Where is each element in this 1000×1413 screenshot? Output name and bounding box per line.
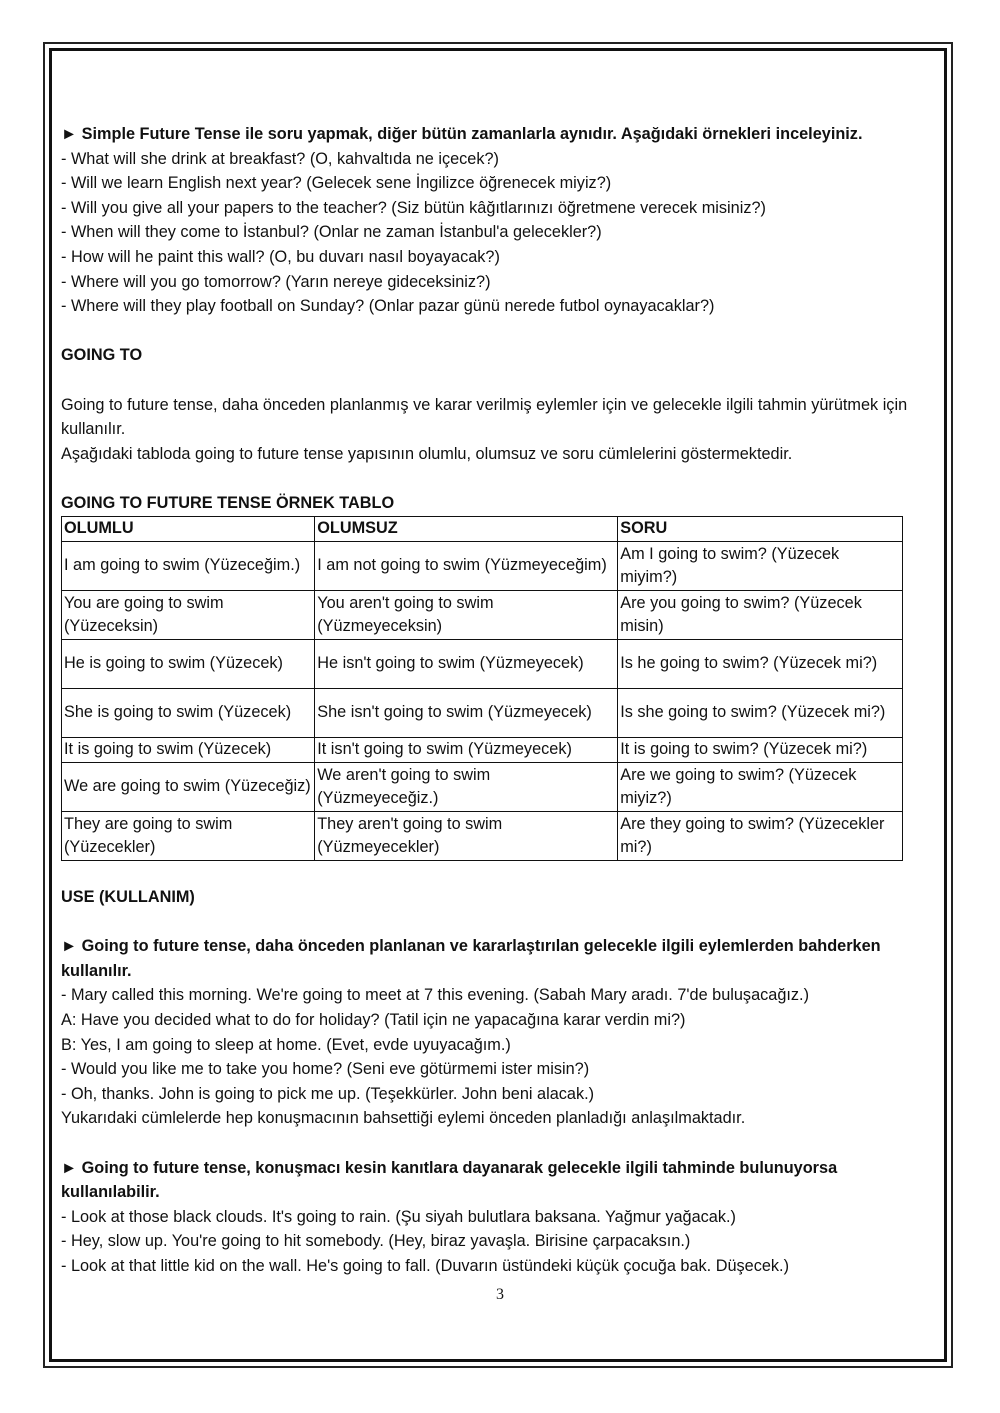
question-example: - Will we learn English next year? (Gelecek sene İngilizce öğrenecek miyiz?) — [61, 174, 612, 193]
table-cell: Are you going to swim? (Yüzecek misin) — [618, 590, 903, 639]
table-cell: I am not going to swim (Yüzmeyeceğim) — [315, 541, 618, 590]
going-to-table — [61, 516, 903, 861]
use-example: A: Have you decided what to do for holiday? (Tatil için ne yapacağına karar verdin mi?) — [61, 1011, 686, 1030]
going-to-paragraph: Aşağıdaki tabloda going to future tense yapısının olumlu, olumsuz ve soru cümlelerini göstermektedir. — [61, 444, 793, 463]
table-cell: They aren't going to swim (Yüzmeyecekler) — [315, 811, 618, 860]
table-cell: He is going to swim (Yüzecek) — [62, 639, 315, 688]
use-example: - Oh, thanks. John is going to pick me up. (Teşekkürler. John beni alacak.) — [61, 1084, 595, 1103]
table-cell: I am going to swim (Yüzeceğim.) — [62, 541, 315, 590]
use-example: - Look at that little kid on the wall. He's going to fall. (Duvarın üstündeki küçük çocuğa bak. Düşecek.) — [61, 1257, 789, 1275]
question-example: - Where will they play football on Sunday? (Onlar pazar günü nerede futbol oynayacaklar?) — [61, 297, 715, 316]
question-example: - When will they come to İstanbul? (Onlar ne zaman İstanbul'a gelecekler?) — [61, 223, 602, 242]
use-example: - Mary called this morning. We're going to meet at 7 this evening. (Sabah Mary aradı. 7'de buluşacağız.) — [61, 986, 809, 1005]
table-cell: We are going to swim (Yüzeceğiz) — [62, 762, 315, 811]
table-row — [62, 639, 903, 688]
table-header-cell: OLUMLU — [62, 516, 315, 541]
table-cell: You aren't going to swim (Yüzmeyeceksin) — [315, 590, 618, 639]
use-rule: ► Going to future tense, daha önceden planlanan ve kararlaştırılan gelecekle ilgili eylemlerden bahderken kullanılır. — [61, 937, 881, 980]
table-cell: She isn't going to swim (Yüzmeyecek) — [315, 688, 618, 737]
going-to-paragraph: Going to future tense, daha önceden planlanmış ve karar verilmiş eylemler için ve gelecekle ilgili tahmin yürütmek için kullanılır. — [61, 395, 908, 439]
table-cell: Are they going to swim? (Yüzecekler mi?) — [618, 811, 903, 860]
table-cell: He isn't going to swim (Yüzmeyecek) — [315, 639, 618, 688]
table-cell: She is going to swim (Yüzecek) — [62, 688, 315, 737]
table-cell: Am I going to swim? (Yüzecek miyim?) — [618, 541, 903, 590]
table-row — [62, 762, 903, 811]
table-header-cell: OLUMSUZ — [315, 516, 618, 541]
use-example: - Hey, slow up. You're going to hit somebody. (Hey, biraz yavaşla. Birisine çarpacaksın.) — [61, 1232, 691, 1251]
question-heading: ► Simple Future Tense ile soru yapmak, diğer bütün zamanlarla aynıdır. Aşağıdaki örnekleri inceleyiniz. — [61, 125, 863, 143]
table-cell: They are going to swim (Yüzecekler) — [62, 811, 315, 860]
worksheet-content — [61, 122, 921, 1279]
table-cell: It isn't going to swim (Yüzmeyecek) — [315, 737, 618, 762]
question-example: - Where will you go tomorrow? (Yarın nereye gideceksiniz?) — [61, 272, 491, 291]
use-heading: USE (KULLANIM) — [61, 888, 195, 907]
table-header-row — [62, 516, 903, 541]
table-row — [62, 811, 903, 860]
table-cell: It is going to swim? (Yüzecek mi?) — [618, 737, 903, 762]
table-title: GOING TO FUTURE TENSE ÖRNEK TABLO — [61, 493, 395, 512]
question-example: - Will you give all your papers to the teacher? (Siz bütün kâğıtlarınızı öğretmene verecek misiniz?) — [61, 198, 766, 217]
table-cell: Is he going to swim? (Yüzecek mi?) — [618, 639, 903, 688]
use-example: - Would you like me to take you home? (Seni eve götürmemi ister misin?) — [61, 1060, 590, 1079]
table-cell: Are we going to swim? (Yüzecek miyiz?) — [618, 762, 903, 811]
use-example: Yukarıdaki cümlelerde hep konuşmacının bahsettiği eylemi önceden planladığı anlaşılmaktadır. — [61, 1109, 746, 1128]
table-row — [62, 541, 903, 590]
table-row — [62, 590, 903, 639]
table-row — [62, 737, 903, 762]
question-example: - What will she drink at breakfast? (O, kahvaltıda ne içecek?) — [61, 149, 499, 168]
use-example: B: Yes, I am going to sleep at home. (Evet, evde uyuyacağım.) — [61, 1035, 511, 1054]
going-to-heading: GOING TO — [61, 346, 143, 365]
table-cell: We aren't going to swim (Yüzmeyeceğiz.) — [315, 762, 618, 811]
question-example: - How will he paint this wall? (O, bu duvarı nasıl boyayacak?) — [61, 247, 500, 266]
table-cell: You are going to swim (Yüzeceksin) — [62, 590, 315, 639]
table-header-cell: SORU — [618, 516, 903, 541]
table-cell: Is she going to swim? (Yüzecek mi?) — [618, 688, 903, 737]
page-number: 3 — [496, 1286, 504, 1303]
table-cell: It is going to swim (Yüzecek) — [62, 737, 315, 762]
table-row — [62, 688, 903, 737]
use-example: - Look at those black clouds. It's going to rain. (Şu siyah bulutlara baksana. Yağmur yağacak.) — [61, 1207, 736, 1226]
use-rule: ► Going to future tense, konuşmacı kesin kanıtlara dayanarak gelecekle ilgili tahminde bulunuyorsa kullanılabilir. — [61, 1158, 838, 1202]
